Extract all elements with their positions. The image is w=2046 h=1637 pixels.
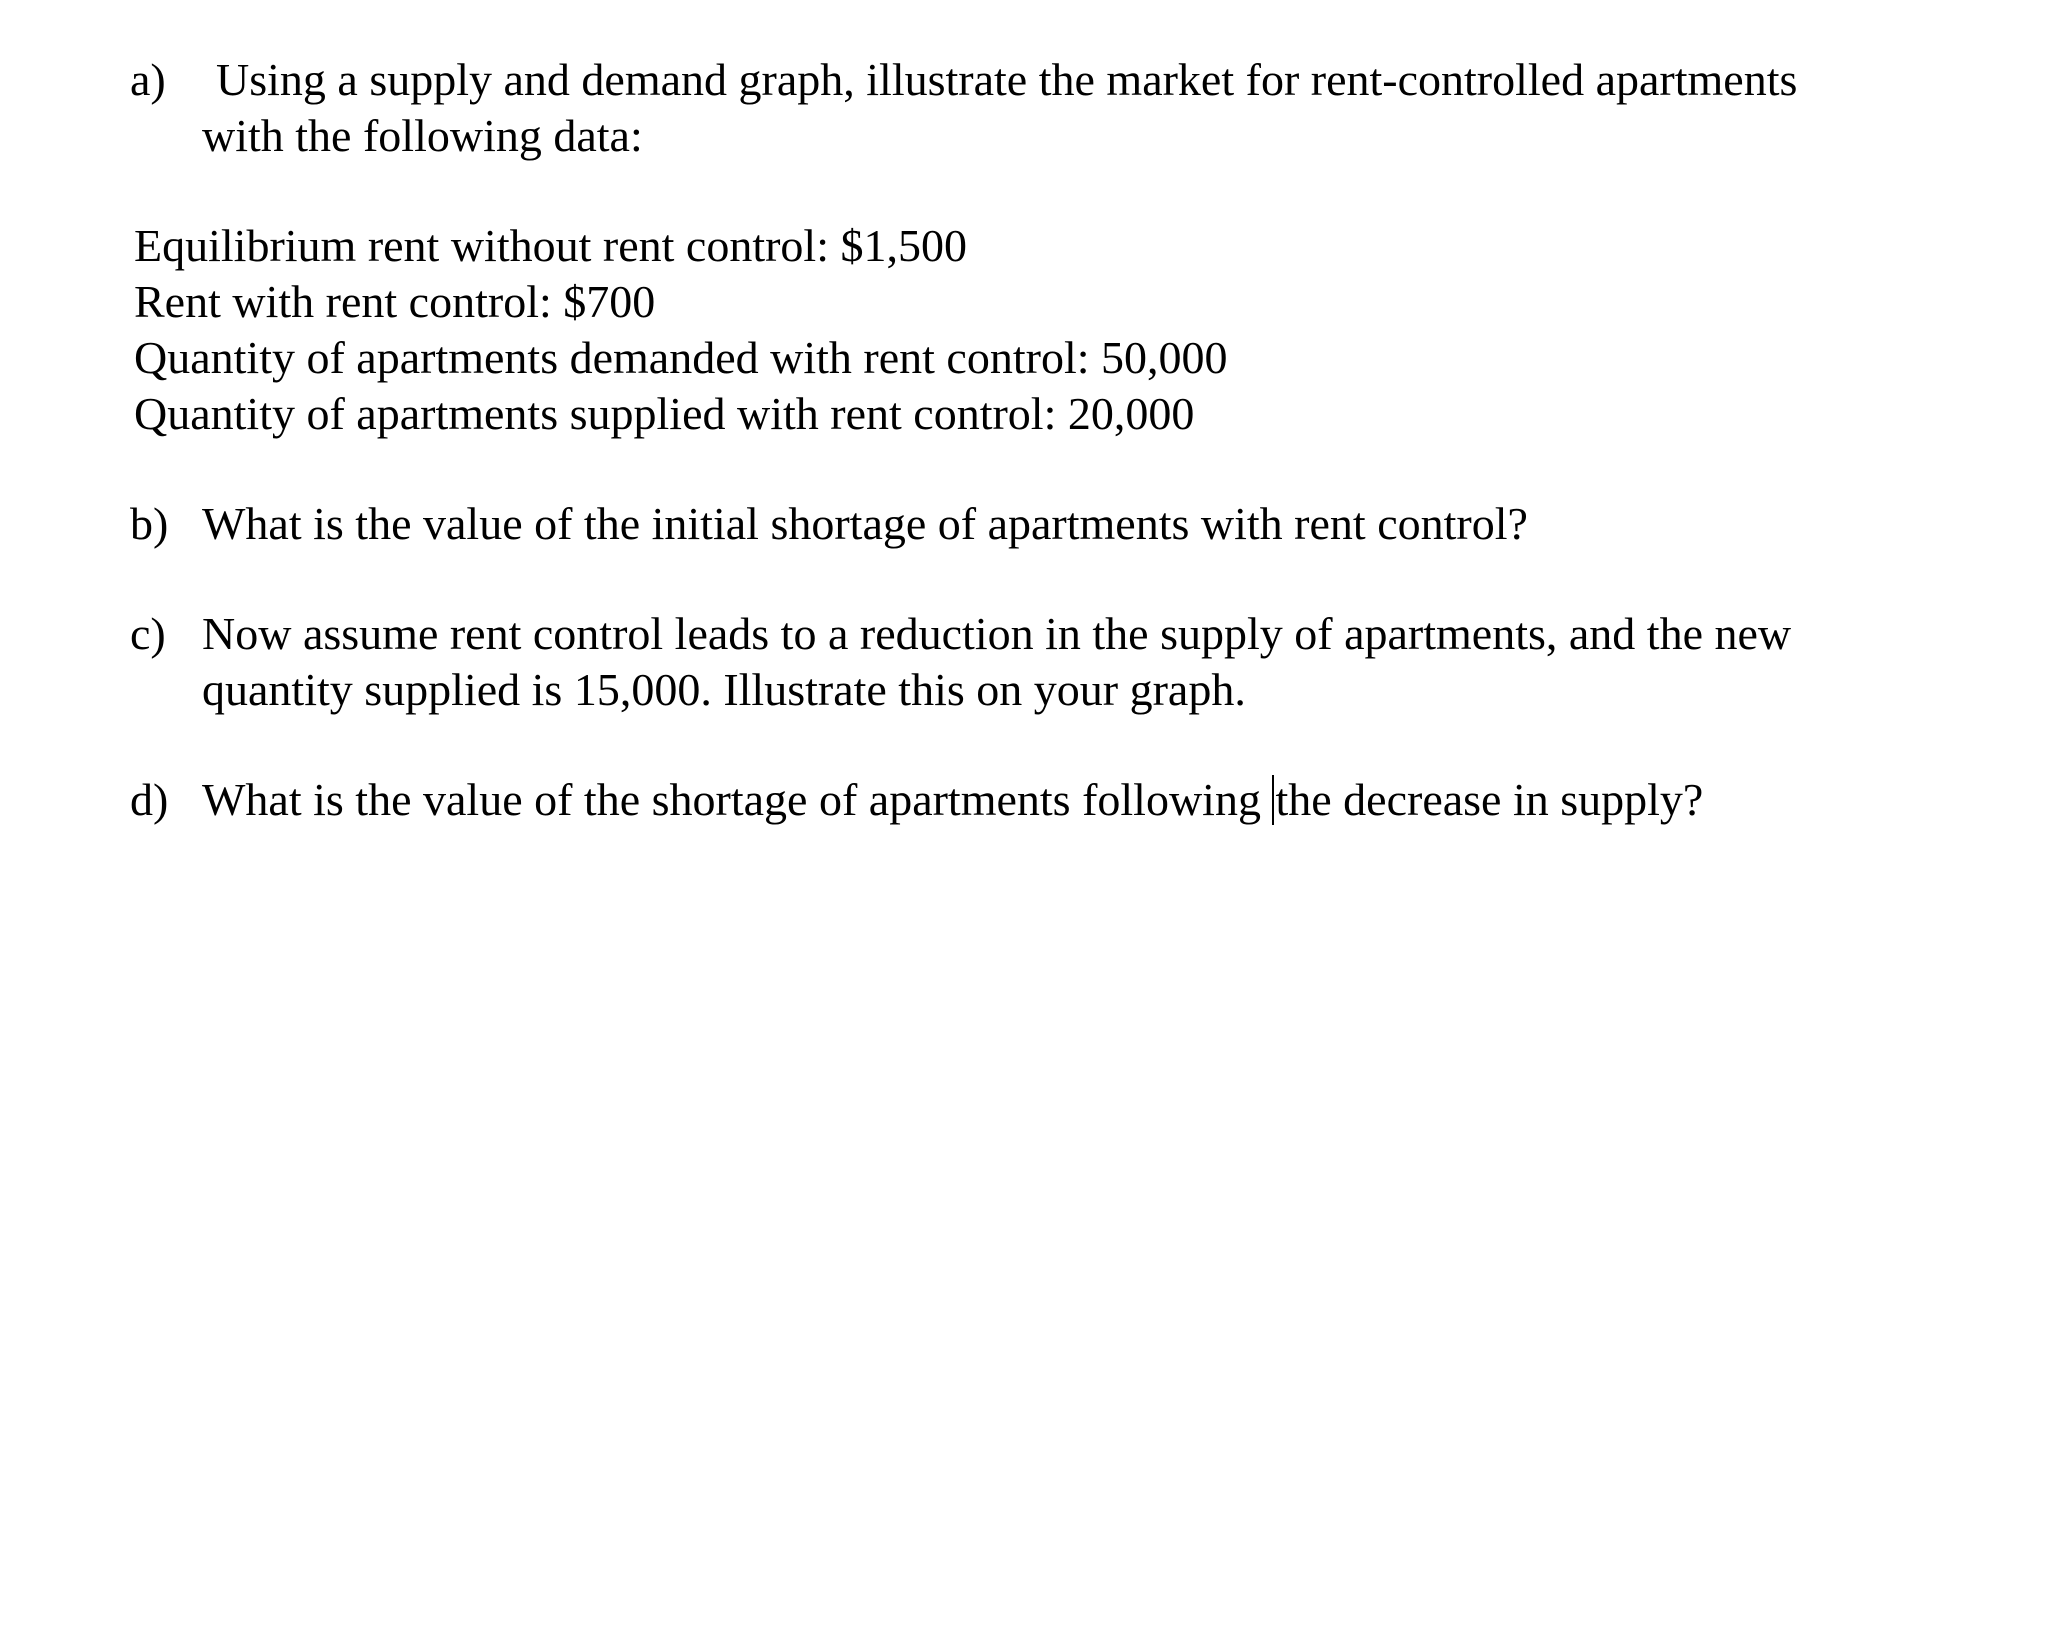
question-a-letter: a) [130, 54, 166, 105]
question-d-text [202, 772, 1930, 828]
data-controlled-rent: Rent with rent control: $700 [134, 276, 656, 327]
question-c-text [202, 606, 1930, 718]
data-equilibrium-rent: Equilibrium rent without rent control: $1,500 [134, 220, 967, 271]
question-a-line-1: Using a supply and demand graph, illustrate the market for rent-controlled apartments [216, 54, 1798, 105]
question-a-text [202, 52, 1930, 164]
question-d [130, 772, 1930, 828]
data-quantity-demanded: Quantity of apartments demanded with rent control: 50,000 [134, 332, 1228, 383]
data-quantity-supplied: Quantity of apartments supplied with rent control: 20,000 [134, 388, 1195, 439]
question-c [130, 606, 1930, 718]
question-c-line-1: Now assume rent control leads to a reduction in the supply of apartments, and the new [202, 608, 1792, 659]
question-b-text: What is the value of the initial shortage of apartments with rent control? [202, 498, 1528, 549]
question-b [130, 496, 1930, 552]
question-a-line-2: with the following data: [202, 110, 643, 161]
question-c-letter: c) [130, 608, 166, 659]
question-d-text-before-cursor: What is the value of the shortage of apartments following [202, 774, 1273, 825]
question-d-text-after-cursor: the decrease in supply? [1275, 774, 1704, 825]
question-a [130, 52, 1930, 164]
question-c-line-2: quantity supplied is 15,000. Illustrate this on your graph. [202, 664, 1246, 715]
question-d-letter: d) [130, 774, 169, 825]
question-b-letter: b) [130, 498, 169, 549]
given-data-list [134, 218, 1228, 442]
